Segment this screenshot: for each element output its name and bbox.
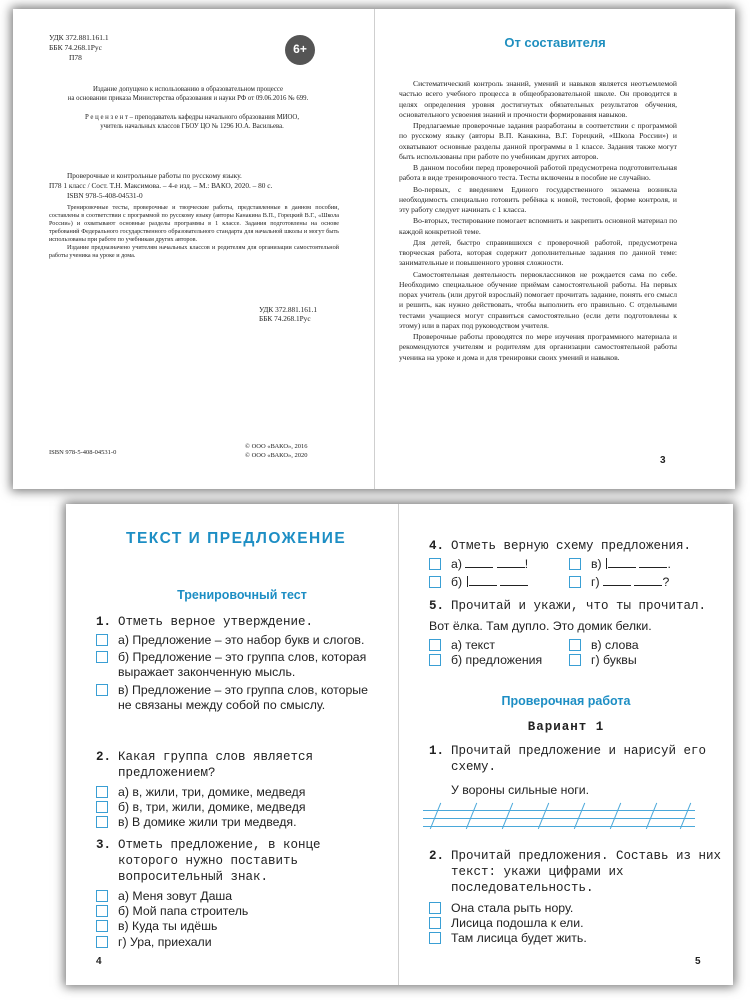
bbk-line: ББК 74.268.1Рус [49,42,102,52]
answer-option[interactable] [96,650,372,680]
option-label: б) Предложение – это группа слов, которая выражает законченную мысль. [118,650,367,680]
answer-option[interactable] [96,935,372,950]
section-title: ТЕКСТ И ПРЕДЛОЖЕНИЕ [126,530,347,547]
answer-line [423,826,695,827]
checkbox[interactable] [96,801,108,813]
option-label: б) предложения [451,653,543,668]
udc-line: УДК 372.881.161.1 [49,33,109,42]
option-label: г) буквы [591,653,637,668]
checkbox[interactable] [96,816,108,828]
question-3-options [96,889,372,950]
foreword-paragraph: Самостоятельная деятельность первоклассников не рождается сама по себе. Необходимо специальное обучение приёмам самостоятельной работы. На первых порах учитель (или другой взрослый) помогает прочитать задание, понять его смысл и решить, как нужно действовать, чтобы выполнить его правильно. С отдельными тестами учащиеся могут справиться самостоятельно (если дети подготовлены к этому) или в парах под руководством учителя. [399,269,677,330]
age-rating-badge: 6+ [285,35,315,65]
answer-option[interactable] [96,683,372,713]
option-label: в) Предложение – это группа слов, которые не связаны между собой по смыслу. [118,682,368,712]
option-label: Там лисица будет жить. [451,931,587,946]
option-label: Она стала рыть нору. [451,901,574,915]
udc-block [49,33,109,62]
answer-option[interactable] [429,901,689,916]
book-title-line: Проверочные и контрольные работы по русскому языку. [67,171,242,180]
question-5-options-right [569,638,699,668]
checkbox[interactable] [96,890,108,902]
answer-option[interactable] [429,638,559,653]
test-question-1 [429,743,725,775]
test-question-2 [429,848,729,896]
question-2-options [96,785,372,831]
annotation: Тренировочные тесты, проверочные и творческие работы, представленные в данном пособии, составлены в соответствии с программой по русскому языку (авторы Канакина В.П., Горецкий В.Г., «Школа России») и охватывают основные разделы программы в 1 классе. Задания подготовлены на основе требований Федерального государственного образовательного стандарта для начальной школы и могут быть использованы при работе по учебникам других авторов. [49,203,339,243]
sentence-start-mark [467,576,468,587]
end-mark: ? [662,575,670,589]
answer-option[interactable] [96,800,372,815]
reviewer-line: Р е ц е н з е н т – преподаватель кафедры начального образования МИОО, [84,114,300,121]
q5-sample-text: Вот ёлка. Там дупло. Это домик белки. [429,619,652,633]
foreword-paragraph: Для детей, быстро справившихся с проверочной работой, предусмотрена творческая работа, которая содержит дополнительные задания по данной теме: занимательные и повышенного уровня сложности. [399,237,677,268]
page-number: 5 [695,956,701,967]
answer-line [423,818,695,819]
question-1 [96,614,394,630]
question-text: Прочитай и укажи, что ты прочитал. [451,599,707,613]
answer-option[interactable] [429,653,559,668]
answer-option[interactable] [96,633,372,648]
page-5 [399,504,733,985]
sentence-start-mark [606,558,607,569]
bbk-bottom-line: ББК 74.268.1Рус [259,314,311,324]
question-text: Прочитай предложение и нарисуй его схему. [451,744,707,774]
question-1-options [96,633,372,713]
training-test-title: Тренировочный тест [177,588,307,602]
word-line [497,558,525,568]
checkbox[interactable] [429,576,441,588]
question-2 [96,749,386,781]
catalog-code: П78 [69,52,82,62]
approval-line: Издание допущено к использованию в образовательном процессе [92,86,284,93]
answer-option[interactable] [96,785,372,800]
checkbox[interactable] [569,576,581,588]
book-spread-bottom [66,504,733,985]
checkbox[interactable] [96,634,108,646]
copyright-line: © ООО «ВАКО», 2020 [245,451,308,459]
question-number: 4. [429,539,445,553]
test-work-title: Проверочная работа [501,694,631,708]
question-number: 2. [96,750,112,764]
checkbox[interactable] [96,684,108,696]
schema-option-g[interactable] [569,575,669,589]
question-number: 1. [429,744,445,758]
end-mark: ! [524,557,529,571]
word-line [608,558,636,568]
question-text: Отметь верное утверждение. [118,615,314,629]
question-number: 3. [96,838,112,852]
option-label: а) Меня зовут Даша [118,889,233,903]
option-label: а) Предложение – это набор букв и слогов. [118,633,365,647]
end-mark: . [667,557,671,571]
copyright-line: © ООО «ВАКО», 2016 [245,443,308,450]
answer-option[interactable] [96,904,372,919]
variant-title: Вариант 1 [527,720,605,734]
book-spread-top [13,9,735,489]
word-line [634,576,662,586]
checkbox[interactable] [429,917,441,929]
word-line [465,558,493,568]
foreword-paragraph: Проверочные работы проводятся по мере изучения программного материала и рекомендуются учителям и родителям для организации самостоятельной работы ученика на уроке и дома и для тренировки своих умений и навыков. [399,332,677,362]
reviewer-note [57,113,327,131]
reviewer-line: учитель начальных классов ГБОУ ЦО № 1296 Ю.А. Васильева. [100,123,284,131]
bibliographic-record [49,171,339,260]
checkbox[interactable] [429,639,441,651]
p1-sample-sentence: У вороны сильные ноги. [451,783,590,797]
foreword-paragraph: Предлагаемые проверочные задания разработаны в соответствии с программой по русскому языку (авторы В.П. Канакина, В.Г. Горецкий, «Школа России») и охватывают основные разделы данной программы в 1 классе. Задания также могут быть использованы при работе по учебникам других авторов. [399,121,677,161]
option-label: Лисица подошла к ели. [451,916,584,931]
option-label: в) В домике жили три медведя. [118,815,297,830]
checkbox[interactable] [569,558,581,570]
checkbox[interactable] [96,651,108,663]
checkbox[interactable] [569,639,581,651]
answer-option[interactable] [96,815,372,830]
question-4 [429,538,729,554]
word-line [639,558,667,568]
foreword-body [399,79,677,364]
approval-note [53,85,323,103]
option-letter: г) [591,575,600,589]
foreword-page [375,9,735,489]
option-label: в) Куда ты идёшь [118,919,218,934]
option-letter: в) [591,557,602,571]
question-5-options-left [429,638,559,668]
foreword-paragraph: Систематический контроль знаний, умений и навыков является неотъемлемой частью всего учебного процесса в общеобразовательной школе. Он проводится в целях определения уровня достигнутых обязательных результатов обучения, основательного усвоения знаний и прочности формирования навыков. [399,79,677,119]
isbn-footer: ISBN 978-5-408-04531-0 [49,449,117,456]
option-label: а) в, жили, три, домике, медведя [118,785,306,799]
checkbox[interactable] [429,558,441,570]
answer-option[interactable] [429,931,689,946]
question-text: Какая группа слов является предложением? [118,750,314,780]
option-label: б) Мой папа строитель [118,904,249,919]
answer-option[interactable] [96,919,372,934]
checkbox[interactable] [429,932,441,944]
foreword-paragraph: В данном пособии перед проверочной работой предусмотрена подготовительная работа в виде тренировочного теста. Тесты включены в пособие не случайно. [399,163,677,183]
question-number: 1. [96,615,112,629]
answer-option[interactable] [429,916,689,931]
question-text: Прочитай предложения. Составь из них текст: укажи цифрами их последовательность. [451,849,722,895]
page-number: 4 [96,956,102,967]
question-number: 5. [429,599,445,613]
word-line [603,576,631,586]
question-number: 2. [429,849,445,863]
approval-line: на основании приказа Министерства образования и науки РФ от 09.06.2016 № 699. [67,95,309,103]
answer-option[interactable] [96,889,372,904]
option-label: г) Ура, приехали [118,934,212,949]
word-line [500,576,528,586]
checkbox[interactable] [96,936,108,948]
checkbox[interactable] [429,654,441,666]
page-4 [66,504,398,985]
checkbox[interactable] [96,786,108,798]
checkbox[interactable] [96,905,108,917]
checkbox[interactable] [429,902,441,914]
option-label: а) текст [451,638,495,652]
book-imprint-line: П78 1 класс / Сост. Т.Н. Максимова. – 4-е изд. – М.: ВАКО, 2020. – 80 с. [49,180,273,190]
udc-bottom [259,305,317,324]
option-letter: б) [451,575,463,589]
annotation-2: Издание предназначено учителям начальных классов и родителям для организации самостоятельной работы ученика на уроке и дома. [49,243,339,259]
imprint-page [13,9,374,489]
test-question-2-options [429,901,689,947]
word-line [469,576,497,586]
copyright [245,443,308,461]
option-label: в) слова [591,638,639,652]
isbn-line: ISBN 978-5-408-04531-0 [67,190,143,200]
answer-lines [423,806,695,830]
foreword-paragraph: Во-вторых, тестирование помогает вспомнить и закрепить основной материал по каждой конкретной теме. [399,216,677,236]
page-number: 3 [660,455,666,466]
answer-option[interactable] [569,653,699,668]
schema-option-a[interactable] [429,557,528,571]
question-text: Отметь верную схему предложения. [451,539,692,553]
foreword-paragraph: Во-первых, с введением Единого государственного экзамена возникла необходимость специально готовить ребёнка к новой, тестовой, форме контроля, и эту работу следует начинать с 1 класса. [399,184,677,214]
question-5 [429,598,729,614]
foreword-title: От составителя [504,35,606,50]
checkbox[interactable] [569,654,581,666]
question-3 [96,837,386,885]
schema-option-v[interactable] [569,557,671,571]
checkbox[interactable] [96,920,108,932]
udc-bottom-line: УДК 372.881.161.1 [259,305,318,314]
schema-option-b[interactable] [429,575,528,589]
question-text: Отметь предложение, в конце которого нужно поставить вопросительный знак. [118,838,321,884]
option-letter: а) [451,557,462,571]
option-label: б) в, три, жили, домике, медведя [118,800,306,815]
answer-option[interactable] [569,638,699,653]
